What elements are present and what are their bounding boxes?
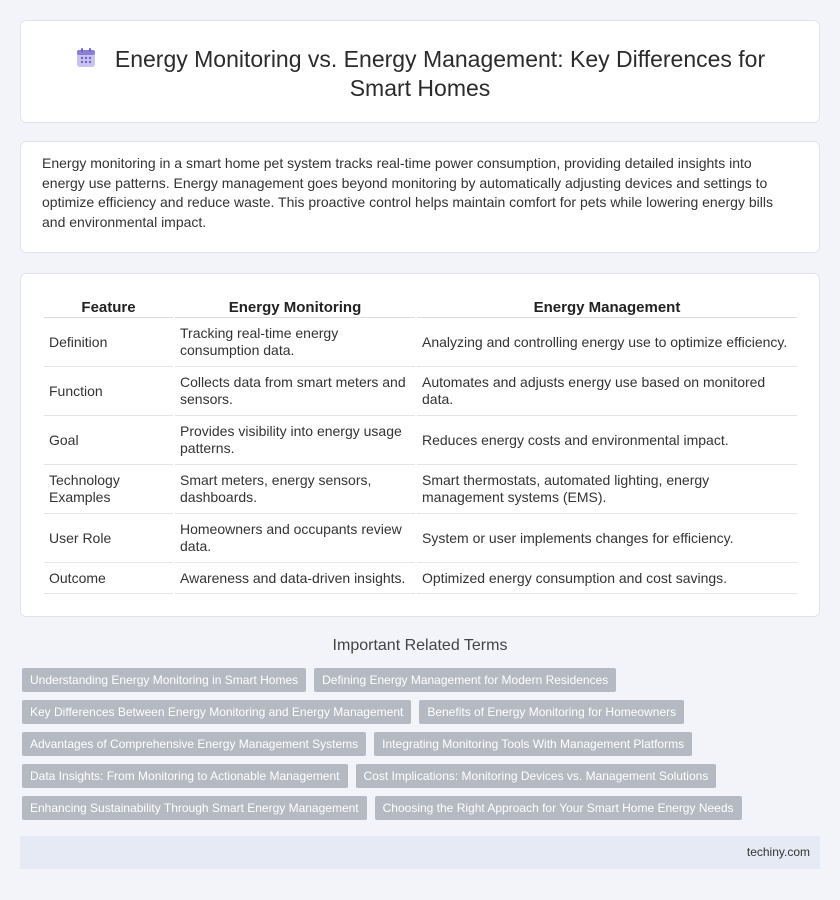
table-header-row bbox=[44, 296, 797, 318]
related-term-tag[interactable]: Benefits of Energy Monitoring for Homeowners bbox=[419, 700, 684, 724]
tag-row bbox=[22, 668, 822, 692]
cell-feature: User Role bbox=[44, 514, 173, 563]
table-row bbox=[44, 416, 797, 465]
cell-monitoring: Tracking real-time energy consumption data. bbox=[175, 318, 415, 367]
table-row bbox=[44, 465, 797, 514]
table-row bbox=[44, 367, 797, 416]
intro-card bbox=[20, 141, 820, 253]
comparison-card bbox=[20, 273, 820, 617]
title-card bbox=[20, 20, 820, 123]
related-term-tag[interactable]: Integrating Monitoring Tools With Management Platforms bbox=[374, 732, 692, 756]
table-row bbox=[44, 563, 797, 594]
cell-feature: Outcome bbox=[44, 563, 173, 594]
tag-row bbox=[22, 764, 822, 788]
cell-feature: Goal bbox=[44, 416, 173, 465]
cell-feature: Function bbox=[44, 367, 173, 416]
cell-management: Automates and adjusts energy use based on monitored data. bbox=[417, 367, 797, 416]
cell-monitoring: Homeowners and occupants review data. bbox=[175, 514, 415, 563]
cell-monitoring: Provides visibility into energy usage patterns. bbox=[175, 416, 415, 465]
footer-site-name[interactable]: techiny.com bbox=[746, 845, 810, 859]
related-term-tag[interactable]: Advantages of Comprehensive Energy Management Systems bbox=[22, 732, 366, 756]
related-term-tag[interactable]: Data Insights: From Monitoring to Actionable Management bbox=[22, 764, 348, 788]
cell-monitoring: Smart meters, energy sensors, dashboards. bbox=[175, 465, 415, 514]
cell-management: Reduces energy costs and environmental impact. bbox=[417, 416, 797, 465]
related-term-tag[interactable]: Choosing the Right Approach for Your Smart Home Energy Needs bbox=[375, 796, 742, 820]
page-title: Energy Monitoring vs. Energy Management: Key Differences for Smart Homes bbox=[114, 46, 766, 101]
table-row bbox=[44, 514, 797, 563]
related-terms-heading: Important Related Terms bbox=[332, 637, 508, 654]
related-terms-list bbox=[22, 668, 822, 828]
comparison-table bbox=[42, 296, 799, 594]
tag-row bbox=[22, 700, 822, 724]
cell-management: Smart thermostats, automated lighting, energy management systems (EMS). bbox=[417, 465, 797, 514]
footer bbox=[20, 836, 820, 869]
tag-row bbox=[22, 796, 822, 820]
cell-monitoring: Collects data from smart meters and sensors. bbox=[175, 367, 415, 416]
intro-paragraph: Energy monitoring in a smart home pet system tracks real-time power consumption, providing detailed insights into energy use patterns. Energy management goes beyond monitoring by automatically adjusting devices and settings to optimize efficiency and reduce waste. This proactive control helps maintain comfort for pets while lowering energy bills and environmental impact. bbox=[42, 155, 773, 230]
cell-management: Analyzing and controlling energy use to optimize efficiency. bbox=[417, 318, 797, 367]
header-energy-monitoring: Energy Monitoring bbox=[175, 296, 415, 318]
related-term-tag[interactable]: Understanding Energy Monitoring in Smart Homes bbox=[22, 668, 306, 692]
tag-row bbox=[22, 732, 822, 756]
cell-feature: Definition bbox=[44, 318, 173, 367]
table-row bbox=[44, 318, 797, 367]
calendar-grid-icon bbox=[75, 47, 97, 69]
header-energy-management: Energy Management bbox=[417, 296, 797, 318]
header-feature: Feature bbox=[44, 296, 173, 318]
related-term-tag[interactable]: Cost Implications: Monitoring Devices vs. Management Solutions bbox=[356, 764, 717, 788]
related-term-tag[interactable]: Defining Energy Management for Modern Residences bbox=[314, 668, 616, 692]
related-term-tag[interactable]: Enhancing Sustainability Through Smart Energy Management bbox=[22, 796, 367, 820]
title-wrap bbox=[61, 45, 779, 103]
cell-management: Optimized energy consumption and cost savings. bbox=[417, 563, 797, 594]
cell-management: System or user implements changes for efficiency. bbox=[417, 514, 797, 563]
related-term-tag[interactable]: Key Differences Between Energy Monitoring and Energy Management bbox=[22, 700, 411, 724]
cell-monitoring: Awareness and data-driven insights. bbox=[175, 563, 415, 594]
cell-feature: Technology Examples bbox=[44, 465, 173, 514]
